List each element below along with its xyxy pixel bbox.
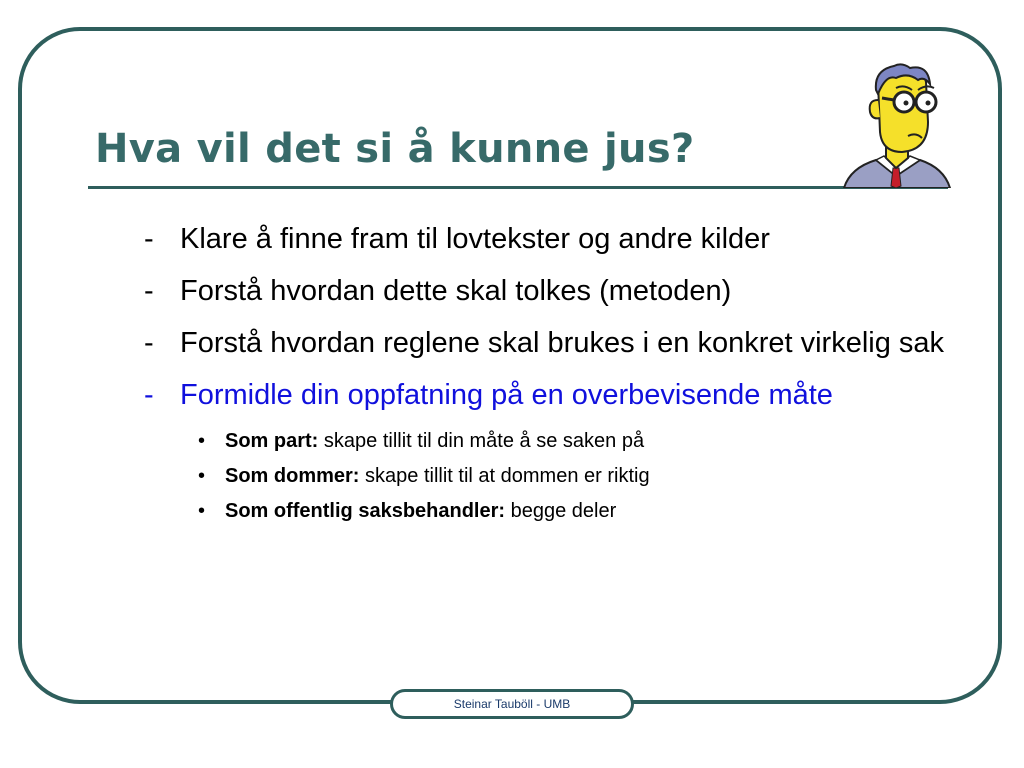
bullet-marker: •: [198, 430, 206, 452]
sub-item-text: skape tillit til at dommen er riktig: [359, 465, 650, 487]
sub-item-label: Som part:: [225, 430, 319, 452]
sub-item-text: skape tillit til din måte å se saken på: [318, 430, 645, 452]
dash-marker: -: [144, 275, 154, 307]
dash-marker: -: [144, 327, 154, 359]
cartoon-man-with-glasses-icon: [838, 60, 953, 188]
sub-item-text: begge deler: [505, 500, 617, 522]
title-divider: [88, 186, 948, 189]
content-list: [140, 220, 960, 533]
sub-item-label: Som offentlig saksbehandler:: [225, 500, 506, 522]
item-text: Forstå hvordan reglene skal brukes i en konkret virkelig sak: [180, 327, 945, 359]
item-text: Klare å finne fram til lovtekster og andre kilder: [180, 223, 770, 255]
bullet-marker: •: [198, 465, 206, 487]
dash-marker: -: [144, 379, 154, 411]
slide-title: Hva vil det si å kunne jus?: [95, 126, 695, 172]
dash-marker: -: [144, 223, 154, 255]
sub-list-item: [140, 428, 960, 454]
list-item-highlighted: [140, 376, 960, 415]
sub-item-label: Som dommer:: [225, 465, 360, 487]
footer: Steinar Tauböll - UMB: [390, 689, 634, 719]
item-text: Forstå hvordan dette skal tolkes (metoden): [180, 275, 732, 307]
item-text: Formidle din oppfatning på en overbevisende måte: [180, 379, 833, 411]
sub-list-item: [140, 463, 960, 489]
sub-list-item: [140, 498, 960, 524]
bullet-marker: •: [198, 500, 206, 522]
list-item: [140, 220, 960, 259]
list-item: [140, 272, 960, 311]
list-item: [140, 324, 960, 363]
